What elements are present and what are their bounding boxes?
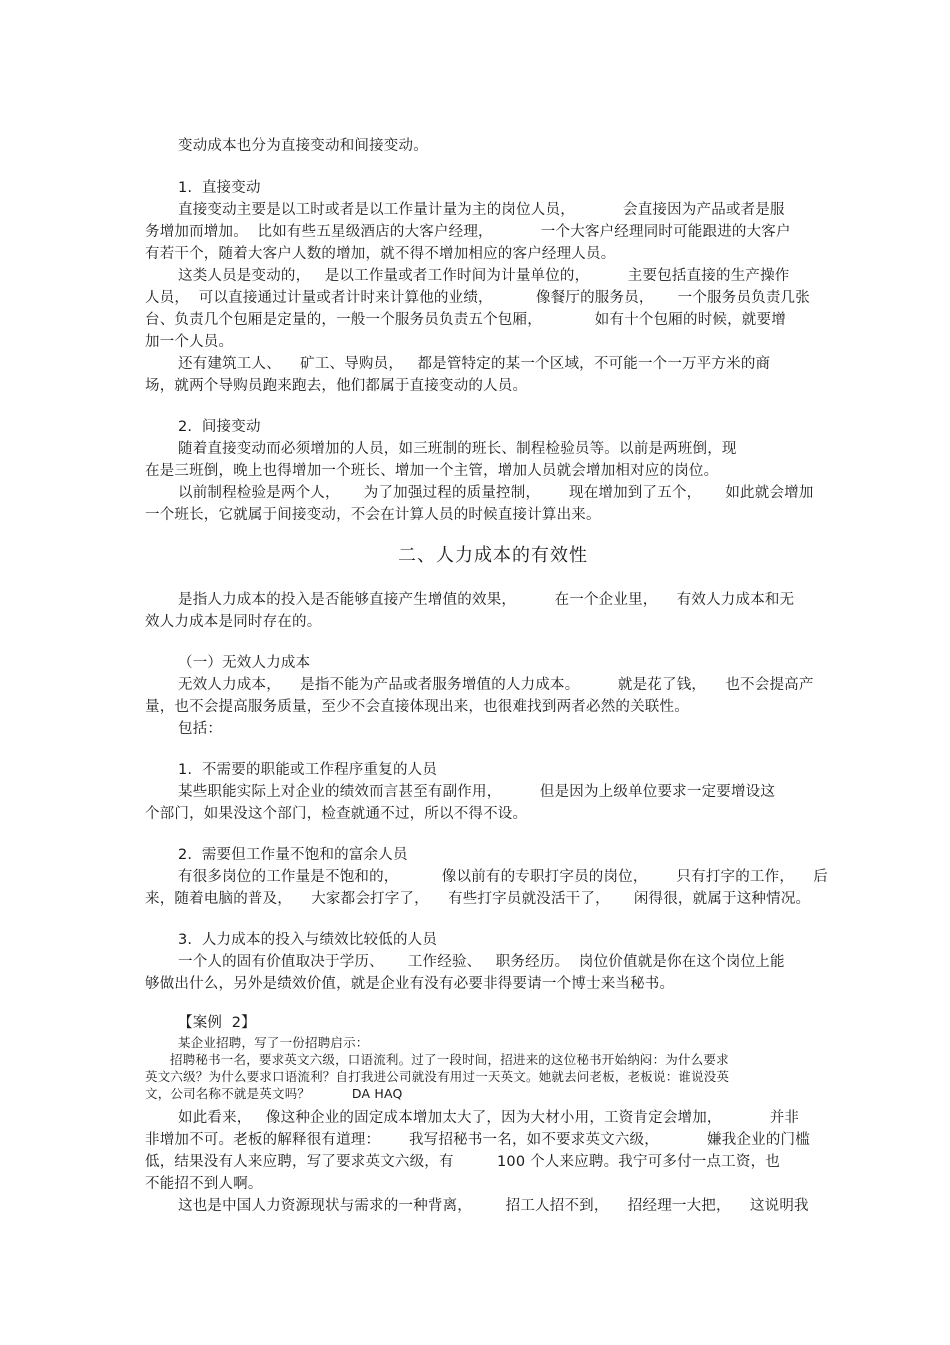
paragraph-line: 一个班长，它就属于间接变动，不会在计算人员的时候直接计算出来。 (145, 507, 601, 523)
paragraph-line: 一个人的固有价值取决于学历、 工作经验、 职务经历。 岗位价值就是你在这个岗位上能 (178, 954, 785, 970)
section-heading-indirect: 2. 间接变动 (178, 419, 261, 435)
case-heading: 【案例 2】 (178, 1015, 256, 1031)
paragraph-line: 在是三班倒，晚上也得增加一个班长、增加一个主管，增加人员就会增加相对应的岗位。 (145, 463, 719, 479)
paragraph-line: 加一个人员。 (145, 334, 234, 350)
item-heading-2: 2. 需要但工作量不饱和的富余人员 (178, 847, 408, 863)
paragraph-line: 台、负责几个包厢是定量的，一般一个服务员负责五个包厢， 如有十个包厢的时候，就要增 (145, 312, 786, 328)
paragraph-line: 某些职能实际上对企业的绩效而言甚至有副作用， 但是因为上级单位要求一定要增设这 (178, 784, 776, 800)
paragraph-line: 人员， 可以直接通过计量或者计时来计算他的业绩， 像餐厅的服务员， 一个服务员负责几张 (145, 290, 810, 306)
case-small-line: 文，公司名称不就是英文吗？ DA HAQ (145, 1086, 403, 1101)
paragraph-line: 低，结果没有人来应聘，写了要求英文六级，有 100 个人来应聘。我宁可多付一点工资，也 (145, 1154, 780, 1170)
case-small-line: 招聘秘书一名，要求英文六级，口语流利。过了一段时间，招进来的这位秘书开始纳闷：为什么要求 (170, 1052, 729, 1067)
paragraph-line: 场，就两个导购员跑来跑去，他们都属于直接变动的人员。 (145, 378, 528, 394)
paragraph-line: 直接变动主要是以工时或者是以工作量计量为主的岗位人员， 会直接因为产品或者是服 (178, 202, 785, 218)
item-heading-3: 3. 人力成本的投入与绩效比较低的人员 (178, 932, 438, 948)
paragraph-line: 有很多岗位的工作量是不饱和的， 像以前有的专职打字员的岗位， 只有打字的工作， 后 (178, 869, 828, 885)
case-small-line: 英文六级？为什么要求口语流利？自打我进公司就没有用过一天英文。她就去问老板，老板说：谁说没英 (145, 1069, 730, 1084)
item-heading-1: 1. 不需要的职能或工作程序重复的人员 (178, 762, 438, 778)
section-heading-direct: 1. 直接变动 (178, 180, 261, 196)
paragraph-line: 务增加而增加。 比如有些五星级酒店的大客户经理， 一个大客户经理同时可能跟进的大客户 (145, 224, 791, 240)
paragraph-line: 是指人力成本的投入是否能够直接产生增值的效果， 在一个企业里， 有效人力成本和无 (178, 592, 795, 608)
paragraph-line: 够做出什么，另外是绩效价值，就是企业有没有必要非得要请一个博士来当秘书。 (145, 976, 675, 992)
paragraph-line: 还有建筑工人、 矿工、导购员， 都是管特定的某一个区域，不可能一个一万平方米的商 (178, 356, 771, 372)
paragraph-line: 效人力成本是同时存在的。 (145, 614, 322, 630)
case-small-line: 某企业招聘，写了一份招聘启示： (178, 1035, 369, 1050)
subsection-heading-invalid-cost: （一）无效人力成本 (178, 655, 311, 671)
paragraph-line: 这类人员是变动的， 是以工作量或者工作时间为计量单位的， 主要包括直接的生产操作 (178, 268, 790, 284)
intro-paragraph: 变动成本也分为直接变动和间接变动。 (178, 138, 428, 154)
paragraph-line: 有若干个，随着大客户人数的增加，就不得不增加相应的客户经理人员。 (145, 246, 616, 262)
paragraph-line: 来，随着电脑的普及， 大家都会打字了， 有些打字员就没活干了， 闲得很，就属于这种情况。 (145, 891, 811, 907)
paragraph-line: 不能招不到人啊。 (145, 1176, 263, 1192)
paragraph-line: 无效人力成本， 是指不能为产品或者服务增值的人力成本。 就是花了钱， 也不会提高产 (178, 677, 814, 693)
paragraph-line: 量，也不会提高服务质量，至少不会直接体现出来，也很难找到两者必然的关联性。 (145, 699, 689, 715)
paragraph-line: 以前制程检验是两个人， 为了加强过程的质量控制， 现在增加到了五个， 如此就会增加 (178, 485, 814, 501)
paragraph-line: 非增加不可。老板的解释很有道理： 我写招秘书一名，如不要求英文六级， 嫌我企业的门槛 (145, 1132, 810, 1148)
paragraph-line: 随着直接变动而必须增加的人员，如三班制的班长、制程检验员等。以前是两班倒，现 (178, 441, 737, 457)
section-title-effectiveness: 二、人力成本的有效性 (398, 545, 588, 566)
paragraph-line: 这也是中国人力资源现状与需求的一种背离， 招工人招不到， 招经理一大把， 这说明我 (178, 1198, 809, 1214)
paragraph-line: 包括： (178, 721, 223, 737)
paragraph-line: 如此看来， 像这种企业的固定成本增加太大了，因为大材小用，工资肯定会增加， 并非 (178, 1110, 800, 1126)
paragraph-line: 个部门，如果没这个部门，检查就通不过，所以不得不设。 (145, 806, 528, 822)
